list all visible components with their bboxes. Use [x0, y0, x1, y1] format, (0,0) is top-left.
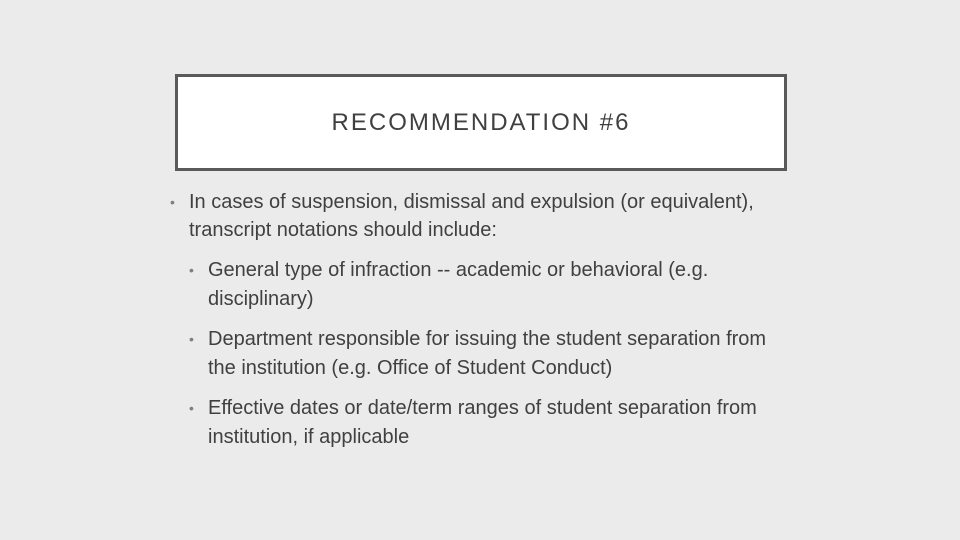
- sub-bullet-effective-dates: [189, 394, 790, 451]
- sub-bullet-text: Effective dates or date/term ranges of student separation from institution, if applicable: [208, 397, 757, 448]
- bullet-icon: •: [189, 400, 194, 416]
- slide-body: [170, 188, 790, 463]
- slide-title: RECOMMENDATION #6: [331, 108, 631, 136]
- bullet-icon: •: [170, 194, 175, 210]
- bullet-icon: •: [189, 262, 194, 278]
- sub-bullet-text: Department responsible for issuing the student separation from the institution (e.g. Office of Student Conduct): [208, 328, 767, 379]
- main-bullet: [170, 188, 790, 244]
- bullet-icon: •: [189, 331, 194, 347]
- title-box: [175, 74, 787, 171]
- main-bullet-text: In cases of suspension, dismissal and expulsion (or equivalent), transcript notations should include:: [189, 191, 754, 241]
- sub-bullet-infraction-type: [189, 256, 790, 313]
- sub-bullet-department: [189, 325, 790, 382]
- sub-bullet-text: General type of infraction -- academic or behavioral (e.g. disciplinary): [208, 259, 709, 310]
